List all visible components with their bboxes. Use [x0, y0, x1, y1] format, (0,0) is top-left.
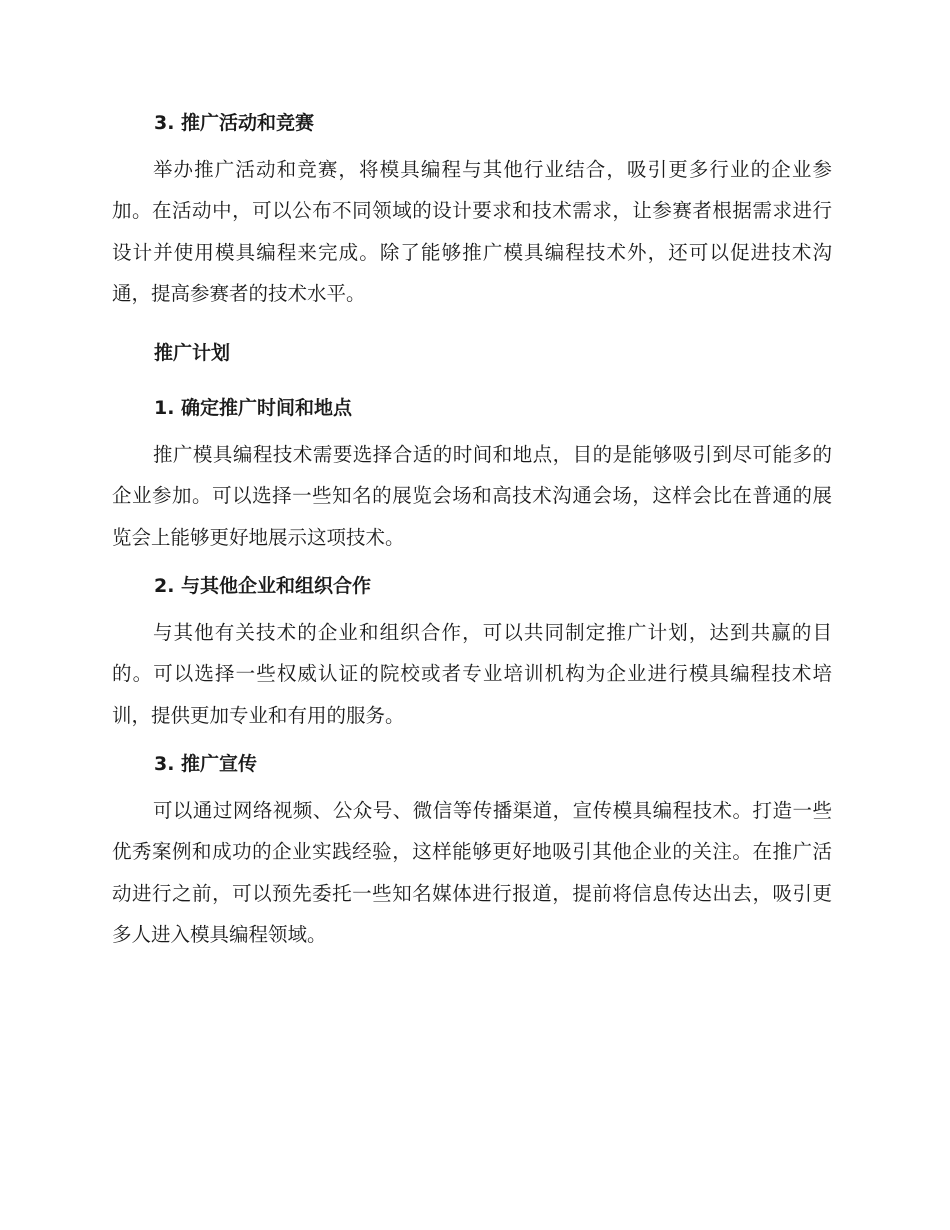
section-heading-publicity: 3. 推广宣传 — [154, 752, 258, 775]
document-body — [112, 108, 832, 955]
section-paragraph-promotion-events: 举办推广活动和竞赛，将模具编程与其他行业结合，吸引更多行业的企业参加。在活动中，可以公布不同领域的设计要求和技术需求，让参赛者根据需求进行设计并使用模具编程来完成。除了能够推广模具编程技术外，还可以促进技术沟通，提高参赛者的技术水平。 — [112, 158, 832, 305]
section-heading-time-and-place: 1. 确定推广时间和地点 — [154, 397, 353, 420]
section-heading-promotion-plan: 推广计划 — [154, 342, 231, 365]
section-paragraph-cooperation: 与其他有关技术的企业和组织合作，可以共同制定推广计划，达到共赢的目的。可以选择一些权威认证的院校或者专业培训机构为企业进行模具编程技术培训，提供更加专业和有用的服务。 — [112, 621, 832, 727]
section-paragraph-publicity: 可以通过网络视频、公众号、微信等传播渠道，宣传模具编程技术。打造一些优秀案例和成功的企业实践经验，这样能够更好地吸引其他企业的关注。在推广活动进行之前，可以预先委托一些知名媒体进行报道，提前将信息传达出去，吸引更多人进入模具编程领域。 — [112, 798, 832, 946]
section-heading-promotion-events: 3. 推广活动和竞赛 — [154, 112, 315, 134]
section-paragraph-time-and-place: 推广模具编程技术需要选择合适的时间和地点，目的是能够吸引到尽可能多的企业参加。可以选择一些知名的展览会场和高技术沟通会场，这样会比在普通的展览会上能够更好地展示这项技术。 — [112, 443, 832, 549]
section-heading-cooperation: 2. 与其他企业和组织合作 — [154, 575, 372, 598]
